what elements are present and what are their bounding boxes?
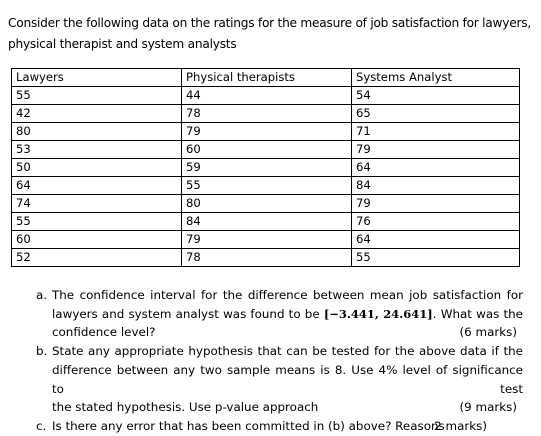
question-text: . What was the: [432, 306, 523, 321]
table-cell: 64: [352, 231, 520, 249]
table-cell: 55: [12, 213, 182, 231]
table-cell: 84: [352, 177, 520, 195]
table-cell: 76: [352, 213, 520, 231]
question-line: State any appropriate hypothesis that can be tested for the above data if the: [52, 344, 523, 359]
intro-line-2: physical therapist and system analysts: [8, 37, 237, 51]
table-row: [12, 159, 520, 177]
question-text: confidence level?: [52, 325, 156, 340]
question-c: [36, 417, 523, 436]
table-cell: 42: [12, 105, 182, 123]
table-cell: 79: [352, 195, 520, 213]
table-cell: 64: [12, 177, 182, 195]
table-cell: 79: [182, 123, 352, 141]
table-row: [12, 123, 520, 141]
marks-label: 2 marks): [434, 418, 487, 433]
table-cell: 78: [182, 249, 352, 267]
question-b: [36, 342, 523, 417]
table-cell: 52: [12, 249, 182, 267]
table-row: [12, 195, 520, 213]
table-cell: 44: [182, 87, 352, 105]
table-cell: 55: [182, 177, 352, 195]
marks-label: (6 marks): [459, 325, 517, 340]
table-cell: 59: [182, 159, 352, 177]
confidence-interval: [−3.441, 24.641]: [323, 306, 433, 321]
table-row: [12, 105, 520, 123]
question-line: difference between any two sample means is 8. Use 4% level of significance to test: [52, 362, 523, 396]
question-text: Is there any error that has been committed in (b) above? Reasons: [52, 418, 445, 433]
question-letter: b.: [36, 344, 48, 359]
table-row: [12, 249, 520, 267]
question-list: [36, 286, 523, 436]
table-row: [12, 213, 520, 231]
table-cell: 80: [182, 195, 352, 213]
marks-label: (9 marks): [459, 400, 517, 415]
question-line: The confidence interval for the difference between mean job satisfaction for: [52, 288, 523, 302]
table-row: [12, 141, 520, 159]
col-header-systems-analyst: Systems Analyst: [352, 69, 520, 87]
table-cell: 64: [352, 159, 520, 177]
col-header-lawyers: Lawyers: [12, 69, 182, 87]
table-cell: 60: [182, 141, 352, 159]
intro-line-1: Consider the following data on the ratings for the measure of job satisfaction for lawyers,: [8, 16, 531, 30]
table-row: [12, 87, 520, 105]
table-cell: 74: [12, 195, 182, 213]
table-cell: 78: [182, 105, 352, 123]
table-cell: 50: [12, 159, 182, 177]
question-text: the stated hypothesis. Use p-value approach: [52, 400, 319, 415]
table-cell: 54: [352, 87, 520, 105]
table-cell: 71: [352, 123, 520, 141]
table-row: [12, 177, 520, 195]
col-header-physical-therapists: Physical therapists: [182, 69, 352, 87]
table-cell: 65: [352, 105, 520, 123]
table-cell: 84: [182, 213, 352, 231]
table-cell: 55: [352, 249, 520, 267]
table-header-row: [12, 69, 520, 87]
table-cell: 55: [12, 87, 182, 105]
question-line: [52, 305, 523, 324]
question-line: [52, 417, 523, 436]
ratings-table: [11, 68, 520, 267]
question-a: [36, 286, 523, 342]
question-letter: c.: [36, 418, 47, 433]
table-cell: 53: [12, 141, 182, 159]
table-cell: 60: [12, 231, 182, 249]
table-row: [12, 231, 520, 249]
question-text: lawyers and system analyst was found to be: [52, 306, 324, 321]
table-cell: 79: [352, 141, 520, 159]
table-cell: 80: [12, 123, 182, 141]
table-cell: 79: [182, 231, 352, 249]
question-line: [52, 398, 523, 417]
question-line: [52, 323, 523, 342]
intro-text: [8, 13, 533, 55]
question-letter: a.: [36, 288, 48, 302]
